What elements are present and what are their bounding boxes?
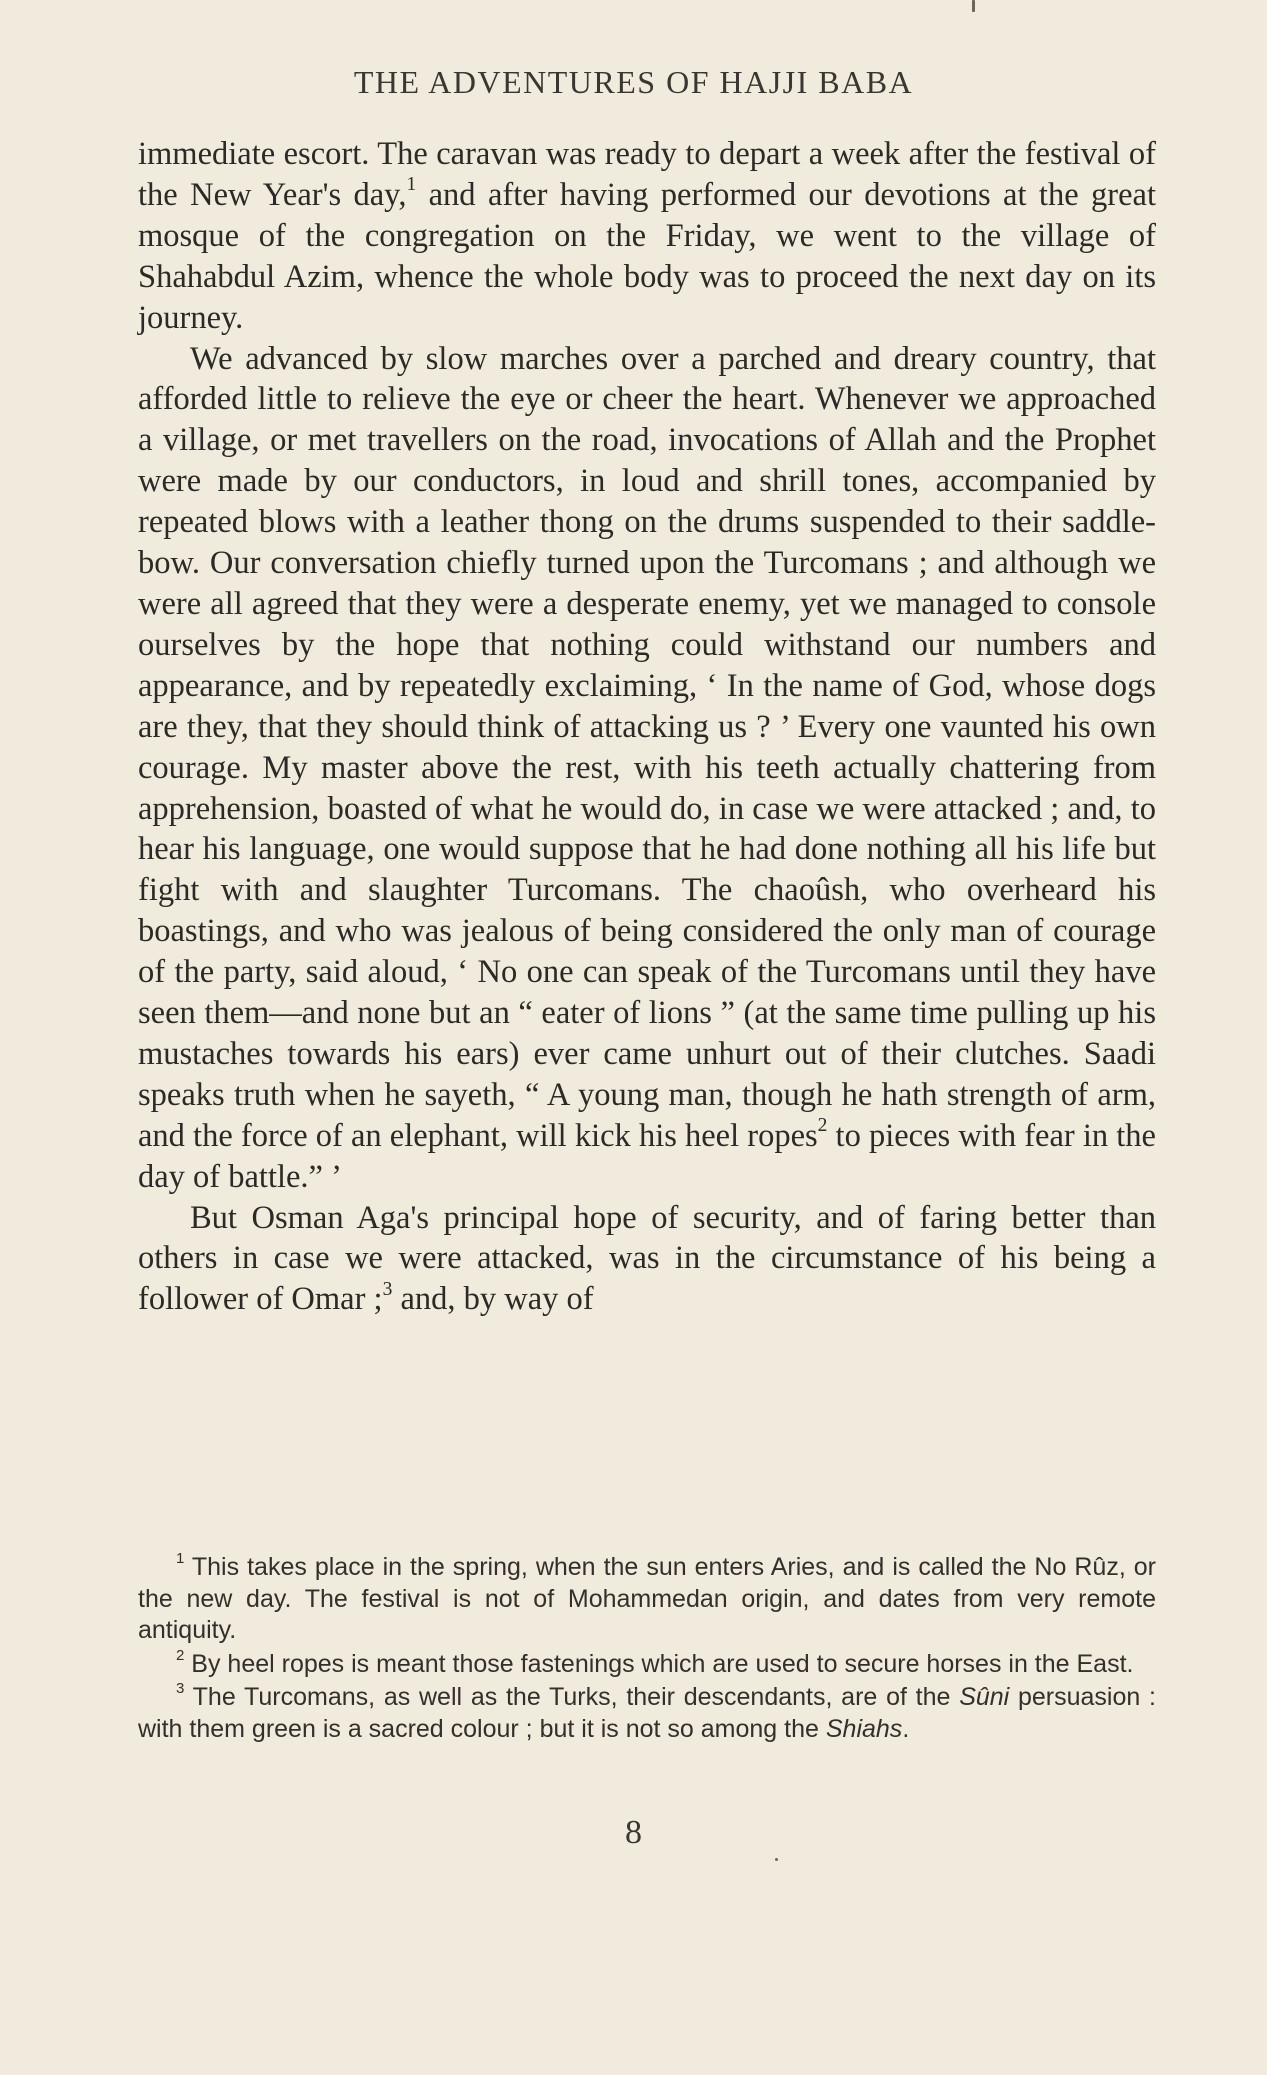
paragraph-1	[138, 134, 1156, 339]
footnote-ref-2: 2	[817, 1115, 828, 1136]
paragraph-2	[138, 339, 1156, 1198]
footnote-ref-1: 1	[406, 174, 417, 196]
footnote-3-text-b: persuasion : with them green is a sacred colour ; but it is not so among the	[138, 1683, 1156, 1743]
ink-speck-top	[972, 0, 975, 12]
footnote-3-italic-shiahs: Shiahs	[825, 1714, 903, 1743]
footnote-3-text-a: The Turcomans, as well as the Turks, their descendants, are of the	[184, 1683, 960, 1711]
footnotes	[138, 1552, 1156, 1747]
ink-speck-bottom	[775, 1858, 778, 1861]
footnote-1	[138, 1552, 1156, 1647]
footnote-3-number: 3	[176, 1680, 185, 1698]
footnote-ref-3: 3	[382, 1278, 393, 1300]
footnote-1-number: 1	[176, 1550, 185, 1568]
footnote-3-text-c: .	[902, 1714, 910, 1743]
paragraph-3-text-a: But Osman Aga's principal hope of security, and of faring better than others in case we were attacked, was in the circumstance of his being a follower of Omar ;	[138, 1199, 1156, 1318]
footnote-3	[138, 1682, 1156, 1745]
paragraph-2-text-a: We advanced by slow marches over a parched and dreary country, that afforded little to relieve the eye or cheer the heart. Whenever we approached a village, or met travellers on the road, invocations of Allah and the Prophet were made by our conductors, in loud and shrill tones, accompanied by repeated blows with a leather thong on the drums suspended to their saddle-bow. Our conversation chiefly turned upon the Turcomans ; and although we were all agreed that they were a desperate enemy, yet we managed to console ourselves by the hope that nothing could withstand our numbers and appearance, and by repeatedly exclaiming, ‘ In the name of God, whose dogs are they, that they should think of attacking us ? ’ Every one vaunted his own courage. My master above the rest, with his teeth actually chattering from apprehension, boasted of what he would do, in case we were attacked ; and, to hear his language, one would suppose that he had done nothing all his life but fight with and slaughter Turcomans. The chaoûsh, who overheard his boastings, and who was jealous of being considered the only man of courage of the party, said aloud, ‘ No one can speak of the Turcomans until they have seen them—and none but an “ eater of lions ” (at the same time pulling up his mustaches towards his ears) ever came unhurt out of their clutches. Saadi speaks truth when he sayeth, “ A young man, though he hath strength of arm, and the force of an elephant, will kick his heel ropes	[138, 340, 1156, 1154]
paragraph-3	[138, 1198, 1156, 1321]
footnote-3-italic-suni: Sûni	[959, 1683, 1010, 1711]
footnote-2	[138, 1646, 1156, 1681]
paragraph-1-text-a: immediate escort. The caravan was ready to depart a week after the festival of the New Year's day,	[138, 136, 1156, 213]
main-text	[138, 134, 1156, 1320]
paragraph-1-text-b: and after having performed our devotions at the great mosque of the congregation on the Friday, we went to the village of Shahabdul Azim, whence the whole body was to proceed the next day on its journey.	[138, 176, 1156, 336]
running-header: THE ADVENTURES OF HAJJI BABA	[353, 64, 914, 100]
paragraph-3-text-b: and, by way of	[392, 1281, 594, 1318]
page-number: 8	[625, 1814, 642, 1851]
footnote-1-text: This takes place in the spring, when the sun enters Aries, and is called the No Rûz, or the new day. The festival is not of Mohammedan origin, and dates from very remote antiquity.	[138, 1553, 1156, 1644]
footnote-2-number: 2	[176, 1646, 185, 1664]
paragraph-2-text-b: to pieces with fear in the day of battle.” ’	[138, 1117, 1156, 1195]
footnote-2-text: By heel ropes is meant those fastenings which are used to secure horses in the East.	[184, 1649, 1134, 1678]
